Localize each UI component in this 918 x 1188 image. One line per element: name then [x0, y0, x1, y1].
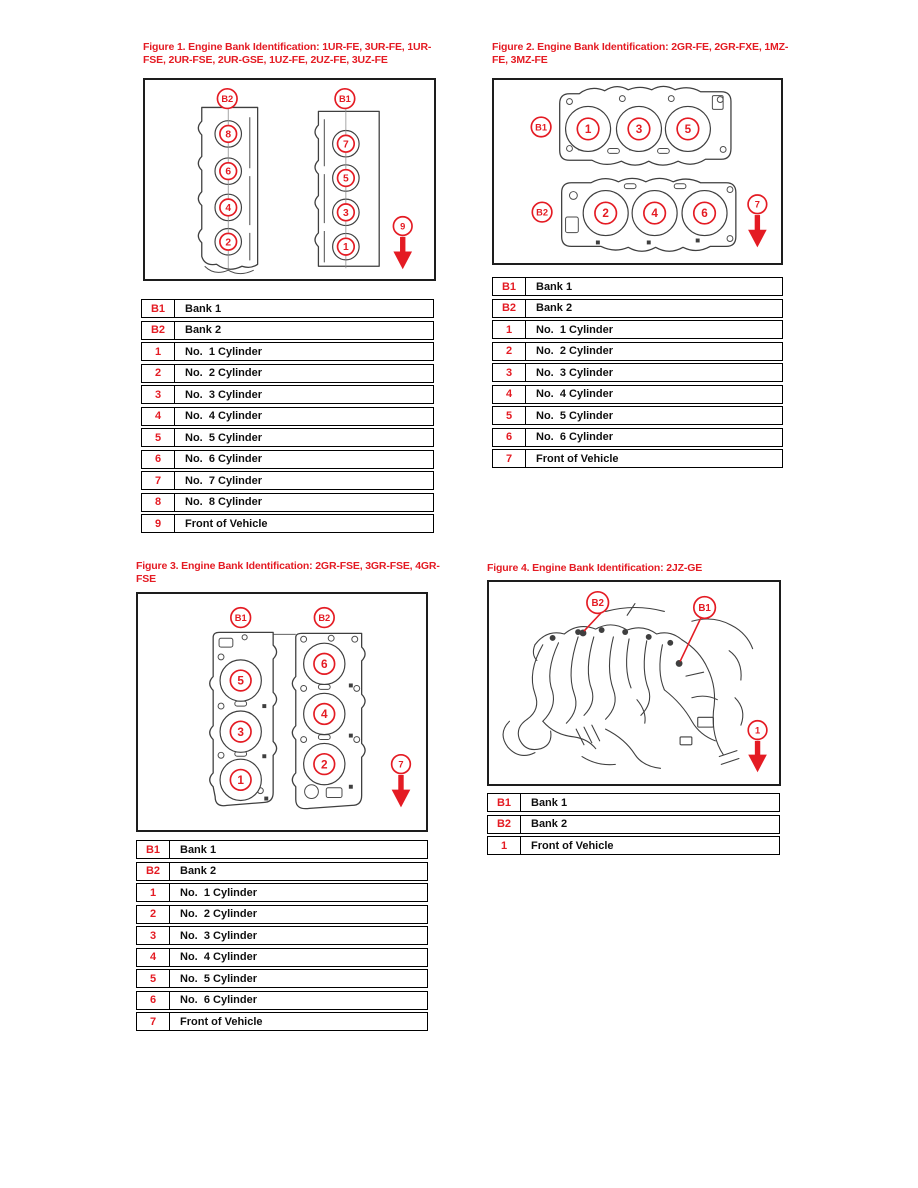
table-key: 1: [493, 321, 526, 338]
table-value: Front of Vehicle: [180, 1015, 263, 1028]
figure-4-frame: [487, 580, 781, 786]
bank1-badge: [335, 89, 355, 109]
table-key: 4: [137, 949, 170, 966]
figure-3-frame: [136, 592, 428, 832]
table-key: 5: [142, 429, 175, 446]
table-row: [141, 450, 434, 469]
table-key: 1: [488, 837, 521, 854]
cylinder-marker: [583, 191, 628, 236]
table-row: [141, 364, 434, 383]
svg-text:5: 5: [237, 673, 244, 688]
bank2-badge: [532, 202, 552, 222]
figure-1-legend-table: [141, 299, 434, 536]
figure-2-legend-table: [492, 277, 783, 471]
table-row: [136, 840, 428, 859]
bank2-badge: [314, 608, 334, 628]
table-row: [487, 836, 780, 855]
table-key: B2: [493, 300, 526, 317]
table-value: Front of Vehicle: [536, 452, 619, 465]
front-of-vehicle-down-arrow-icon: [748, 721, 767, 772]
table-value: No. 7 Cylinder: [185, 474, 263, 487]
table-row: [141, 471, 434, 490]
table-key: 3: [137, 927, 170, 944]
svg-text:6: 6: [321, 656, 328, 671]
table-row: [141, 407, 434, 426]
cylinder-marker: [220, 163, 237, 180]
svg-text:1: 1: [343, 242, 349, 254]
figure-1-frame: [143, 78, 436, 281]
table-row: [492, 428, 783, 447]
engine-line-art: [503, 604, 753, 769]
table-value: No. 4 Cylinder: [180, 951, 258, 963]
table-key: B1: [137, 841, 170, 858]
table-value: No. 8 Cylinder: [185, 496, 263, 508]
svg-text:4: 4: [321, 707, 328, 722]
cylinder-marker: [304, 743, 345, 784]
table-value: No. 4 Cylinder: [185, 410, 263, 422]
cylinder-marker: [338, 170, 355, 187]
bank1-badge: [231, 608, 251, 628]
front-of-vehicle-down-arrow-icon: [393, 217, 412, 269]
cylinder-marker: [665, 106, 710, 151]
cylinder-marker: [338, 238, 355, 255]
table-key: 4: [493, 386, 526, 403]
table-key: B2: [137, 863, 170, 880]
svg-text:B2: B2: [536, 207, 549, 218]
figure-3-legend-table: [136, 840, 428, 1034]
table-row: [492, 299, 783, 318]
table-row: [141, 385, 434, 404]
table-key: 6: [142, 451, 175, 468]
table-value: No. 5 Cylinder: [180, 972, 258, 985]
table-key: 8: [142, 494, 175, 511]
cylinder-marker: [338, 135, 355, 152]
figure-2-caption: Figure 2. Engine Bank Identification: 2GR-FE, 2GR-FXE, 1MZ-FE, 3MZ-FE: [492, 41, 789, 66]
bank2-badge: [217, 89, 237, 109]
table-row: [492, 342, 783, 361]
figure-4-diagram: [489, 582, 779, 784]
figure-1-diagram: [145, 80, 434, 279]
table-value: Front of Vehicle: [185, 517, 268, 530]
table-row: [492, 385, 783, 404]
table-row: [487, 793, 780, 812]
table-value: Bank 2: [180, 865, 217, 877]
table-value: Bank 2: [531, 818, 568, 830]
table-row: [141, 342, 434, 361]
table-row: [492, 449, 783, 468]
table-key: B1: [493, 278, 526, 295]
cylinder-marker: [220, 233, 237, 250]
table-value: No. 6 Cylinder: [536, 431, 614, 443]
svg-text:3: 3: [343, 207, 349, 219]
table-value: No. 1 Cylinder: [536, 323, 614, 336]
table-key: 1: [137, 884, 170, 901]
svg-text:B1: B1: [338, 93, 351, 104]
figure-2-diagram: [494, 80, 781, 263]
bank1-badge: [694, 597, 716, 619]
table-key: B1: [488, 794, 521, 811]
cylinder-marker: [220, 759, 261, 800]
table-value: Bank 1: [180, 843, 217, 856]
svg-text:9: 9: [400, 221, 406, 232]
figure-1-caption: Figure 1. Engine Bank Identification: 1UR-FE, 3UR-FE, 1UR-FSE, 2UR-FSE, 2UR-GSE, 1UZ-FE, 2UZ-FE, 3UZ-FE: [143, 41, 432, 66]
front-of-vehicle-down-arrow-icon: [392, 755, 411, 808]
table-value: Front of Vehicle: [531, 839, 614, 852]
svg-text:B1: B1: [698, 603, 711, 615]
table-key: 2: [137, 906, 170, 923]
table-row: [487, 815, 780, 834]
svg-text:6: 6: [701, 207, 708, 221]
table-key: 3: [493, 364, 526, 381]
table-value: Bank 1: [536, 280, 573, 293]
svg-text:B1: B1: [234, 612, 247, 623]
table-value: Bank 2: [536, 302, 573, 314]
svg-text:7: 7: [754, 199, 760, 210]
svg-text:5: 5: [684, 123, 692, 137]
cylinder-marker: [220, 126, 237, 143]
table-row: [136, 948, 428, 967]
table-row: [136, 926, 428, 945]
table-key: 3: [142, 386, 175, 403]
table-value: No. 2 Cylinder: [180, 908, 258, 920]
table-row: [141, 299, 434, 318]
cylinder-marker: [304, 693, 345, 734]
table-key: 1: [142, 343, 175, 360]
table-value: No. 2 Cylinder: [185, 367, 263, 379]
svg-text:3: 3: [237, 724, 244, 739]
table-key: 9: [142, 515, 175, 532]
figure-4-legend-table: [487, 793, 780, 858]
svg-text:1: 1: [237, 772, 244, 787]
table-key: 7: [142, 472, 175, 489]
figure-2-frame: [492, 78, 783, 265]
front-of-vehicle-down-arrow-icon: [748, 195, 767, 247]
table-key: 7: [137, 1013, 170, 1030]
table-row: [136, 1012, 428, 1031]
cylinder-marker: [682, 191, 727, 236]
table-value: No. 4 Cylinder: [536, 388, 614, 400]
table-row: [141, 514, 434, 533]
table-key: 6: [137, 992, 170, 1009]
table-row: [141, 493, 434, 512]
svg-text:3: 3: [635, 123, 643, 137]
cylinder-marker: [338, 204, 355, 221]
svg-text:B2: B2: [221, 93, 234, 104]
table-row: [492, 277, 783, 296]
svg-text:8: 8: [225, 129, 232, 141]
table-key: B1: [142, 300, 175, 317]
figure-3-diagram: [138, 594, 426, 830]
svg-text:B1: B1: [535, 122, 548, 133]
bank1-badge: [531, 117, 551, 137]
svg-text:5: 5: [343, 173, 349, 185]
table-key: 5: [493, 407, 526, 424]
table-key: 7: [493, 450, 526, 467]
table-value: No. 6 Cylinder: [180, 994, 258, 1006]
cylinder-marker: [304, 643, 345, 684]
table-value: No. 2 Cylinder: [536, 345, 614, 357]
cylinder-marker: [616, 106, 661, 151]
cylinder-marker: [632, 191, 677, 236]
bank1-leader-line: [680, 618, 701, 661]
table-row: [136, 862, 428, 881]
svg-text:B2: B2: [318, 612, 331, 623]
table-value: No. 5 Cylinder: [536, 409, 614, 422]
svg-text:B2: B2: [591, 598, 604, 610]
figure-3-caption: Figure 3. Engine Bank Identification: 2GR-FSE, 3GR-FSE, 4GR-FSE: [136, 560, 440, 585]
table-row: [136, 883, 428, 902]
svg-text:2: 2: [321, 757, 328, 772]
table-row: [492, 406, 783, 425]
table-row: [492, 320, 783, 339]
svg-text:7: 7: [343, 139, 349, 151]
svg-text:2: 2: [225, 237, 232, 249]
table-key: 6: [493, 429, 526, 446]
svg-text:4: 4: [225, 202, 232, 214]
cylinder-marker: [220, 199, 237, 216]
table-value: No. 3 Cylinder: [536, 366, 614, 379]
table-value: No. 3 Cylinder: [180, 929, 258, 942]
table-key: B2: [142, 322, 175, 339]
table-value: Bank 1: [185, 302, 222, 315]
table-key: 5: [137, 970, 170, 987]
svg-text:2: 2: [602, 207, 609, 221]
table-value: No. 1 Cylinder: [185, 345, 263, 358]
table-key: 2: [142, 365, 175, 382]
table-key: 2: [493, 343, 526, 360]
bank2-badge: [587, 592, 609, 614]
table-row: [141, 321, 434, 340]
cylinder-marker: [566, 106, 611, 151]
cylinder-marker: [220, 711, 261, 752]
svg-text:1: 1: [754, 725, 761, 736]
svg-text:7: 7: [398, 759, 404, 770]
table-key: B2: [488, 816, 521, 833]
table-row: [136, 969, 428, 988]
table-key: 4: [142, 408, 175, 425]
svg-text:1: 1: [584, 123, 592, 137]
table-row: [136, 905, 428, 924]
table-value: Bank 1: [531, 796, 568, 809]
figure-4-caption: Figure 4. Engine Bank Identification: 2JZ-GE: [487, 562, 703, 574]
table-value: No. 5 Cylinder: [185, 431, 263, 444]
svg-text:4: 4: [651, 207, 658, 221]
table-row: [492, 363, 783, 382]
svg-text:6: 6: [225, 166, 232, 178]
table-value: No. 1 Cylinder: [180, 886, 258, 899]
cylinder-marker: [220, 660, 261, 701]
table-value: No. 3 Cylinder: [185, 388, 263, 401]
table-value: No. 6 Cylinder: [185, 453, 263, 465]
table-value: Bank 2: [185, 324, 222, 336]
table-row: [141, 428, 434, 447]
table-row: [136, 991, 428, 1010]
